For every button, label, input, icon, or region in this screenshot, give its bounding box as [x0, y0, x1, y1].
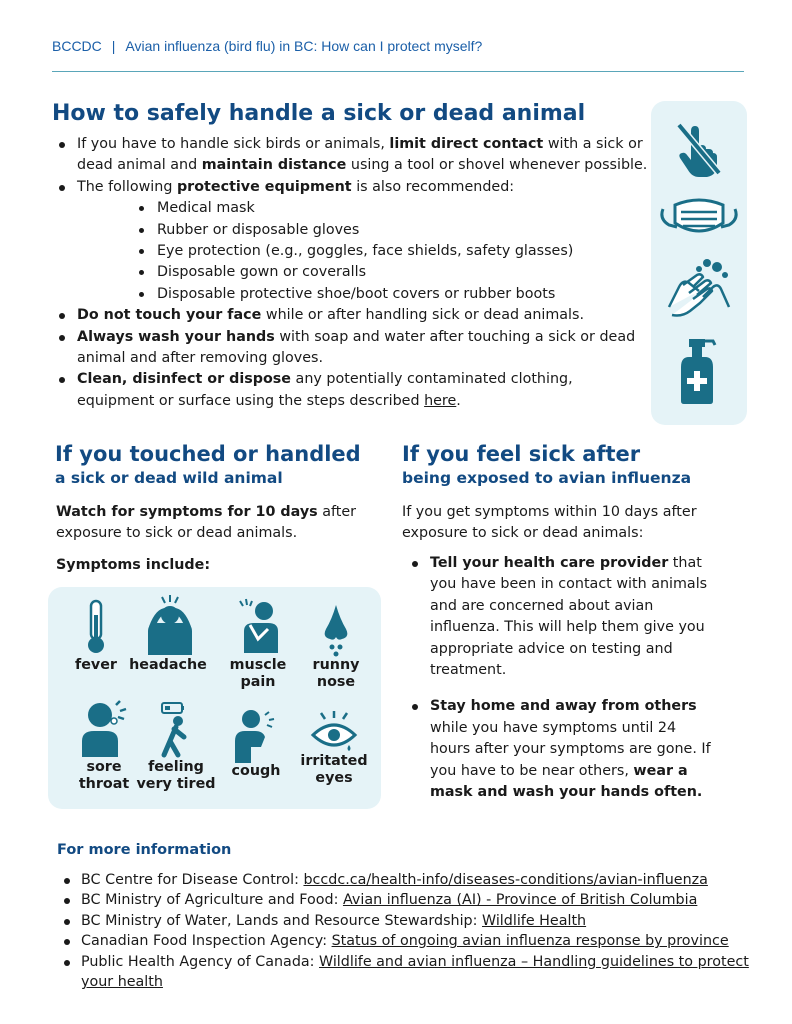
irritated-eye-icon — [309, 709, 359, 753]
symptoms-panel — [48, 587, 381, 809]
list-item: Clean, disinfect or dispose any potentially contaminated clothing, equipment or surface using the steps described here. — [55, 369, 650, 412]
symptom-fever: fever — [56, 597, 136, 674]
sore-throat-icon — [76, 697, 132, 759]
runny-nose-icon — [316, 601, 356, 657]
thermometer-icon — [76, 597, 116, 657]
equipment-item: Rubber or disposable gloves — [135, 220, 650, 241]
header-divider — [52, 71, 744, 72]
headache-icon — [140, 591, 196, 657]
list-item: BC Ministry of Agriculture and Food: Avian influenza (AI) - Province of British Columbia — [62, 890, 752, 910]
symptoms-label: Symptoms include: — [56, 557, 211, 573]
phac-link[interactable]: Wildlife and avian influenza – Handling guidelines to protect your health — [81, 953, 749, 991]
symptom-headache: headache — [128, 591, 208, 674]
header-separator: | — [111, 38, 116, 54]
more-info-list — [62, 870, 752, 992]
list-item: The following protective equipment is also recommended: Medical mask Rubber or disposable gloves Eye protection (e.g., goggles, face shields, safety glasses) Disposable gown or coveralls Disposable protective shoe/boot covers or rubber boots — [55, 177, 650, 305]
section-title-sick: If you feel sick after being exposed to avian influenza — [402, 442, 692, 487]
equipment-list — [77, 198, 650, 305]
list-item: If you have to handle sick birds or animals, limit direct contact with a sick or dead animal and maintain distance using a tool or shovel whenever possible. — [55, 134, 650, 177]
watch-text: Watch for symptoms for 10 days after exposure to sick or dead animals. — [56, 504, 357, 542]
list-item: Stay home and away from others while you have symptoms until 24 hours after your symptoms are gone. If you have to be near others, wear a mask and wash your hands often. — [408, 696, 718, 803]
symptom-sore-throat: sore throat — [64, 697, 144, 793]
equipment-item: Disposable gown or coveralls — [135, 262, 650, 283]
cfia-link[interactable]: Status of ongoing avian influenza response by province — [331, 933, 729, 950]
disinfectant-spray-icon — [679, 337, 719, 405]
symptom-runny-nose: runny nose — [296, 601, 376, 691]
hand-washing-icon — [663, 255, 735, 319]
list-item: Public Health Agency of Canada: Wildlife and avian influenza – Handling guidelines to protect your health — [62, 952, 752, 993]
equipment-item: Eye protection (e.g., goggles, face shields, safety glasses) — [135, 241, 650, 262]
sick-actions-list — [408, 553, 718, 818]
more-info-title: For more information — [57, 842, 232, 858]
bccdc-link[interactable]: bccdc.ca/health-info/diseases-conditions/avian-influenza — [303, 872, 708, 888]
cough-icon — [231, 707, 281, 763]
no-touch-hand-icon — [673, 121, 725, 177]
symptom-muscle-pain: muscle pain — [218, 595, 298, 691]
org-name: BCCDC — [52, 38, 102, 54]
here-link[interactable]: here — [424, 392, 457, 409]
equipment-item: Disposable protective shoe/boot covers or rubber boots — [135, 284, 650, 305]
muscle-pain-icon — [230, 595, 286, 657]
symptom-irritated-eyes: irritated eyes — [294, 709, 374, 787]
list-item: BC Centre for Disease Control: bccdc.ca/health-info/diseases-conditions/avian-influenza — [62, 870, 752, 890]
list-item: Do not touch your face while or after handling sick or dead animals. — [55, 305, 650, 326]
wildlife-health-link[interactable]: Wildlife Health — [482, 912, 587, 929]
agriculture-link[interactable]: Avian influenza (AI) - Province of British Columbia — [342, 892, 698, 909]
list-item: Canadian Food Inspection Agency: Status of ongoing avian influenza response by province — [62, 931, 752, 951]
tired-person-icon — [148, 699, 204, 759]
document-title: Avian influenza (bird flu) in BC: How can I protect myself? — [125, 38, 483, 54]
symptom-feeling-very-tired: feeling very tired — [136, 699, 216, 793]
sick-intro: If you get symptoms within 10 days after exposure to sick or dead animals: — [402, 504, 697, 542]
list-item: BC Ministry of Water, Lands and Resource Stewardship: Wildlife Health — [62, 911, 752, 931]
protection-icons-panel — [651, 101, 747, 425]
page-header — [52, 38, 744, 54]
section-title-handle: How to safely handle a sick or dead animal — [52, 101, 586, 126]
handle-guidelines-list — [55, 134, 650, 412]
list-item: Always wash your hands with soap and water after touching a sick or dead animal and after removing gloves. — [55, 327, 650, 370]
face-mask-icon — [659, 195, 739, 239]
equipment-item: Medical mask — [135, 198, 650, 219]
section-title-touched: If you touched or handled a sick or dead wild animal — [55, 442, 361, 487]
list-item: Tell your health care provider that you have been in contact with animals and are concerned about avian influenza. This will help them give you appropriate advice on testing and treatment. — [408, 553, 718, 681]
symptom-cough: cough — [216, 707, 296, 780]
